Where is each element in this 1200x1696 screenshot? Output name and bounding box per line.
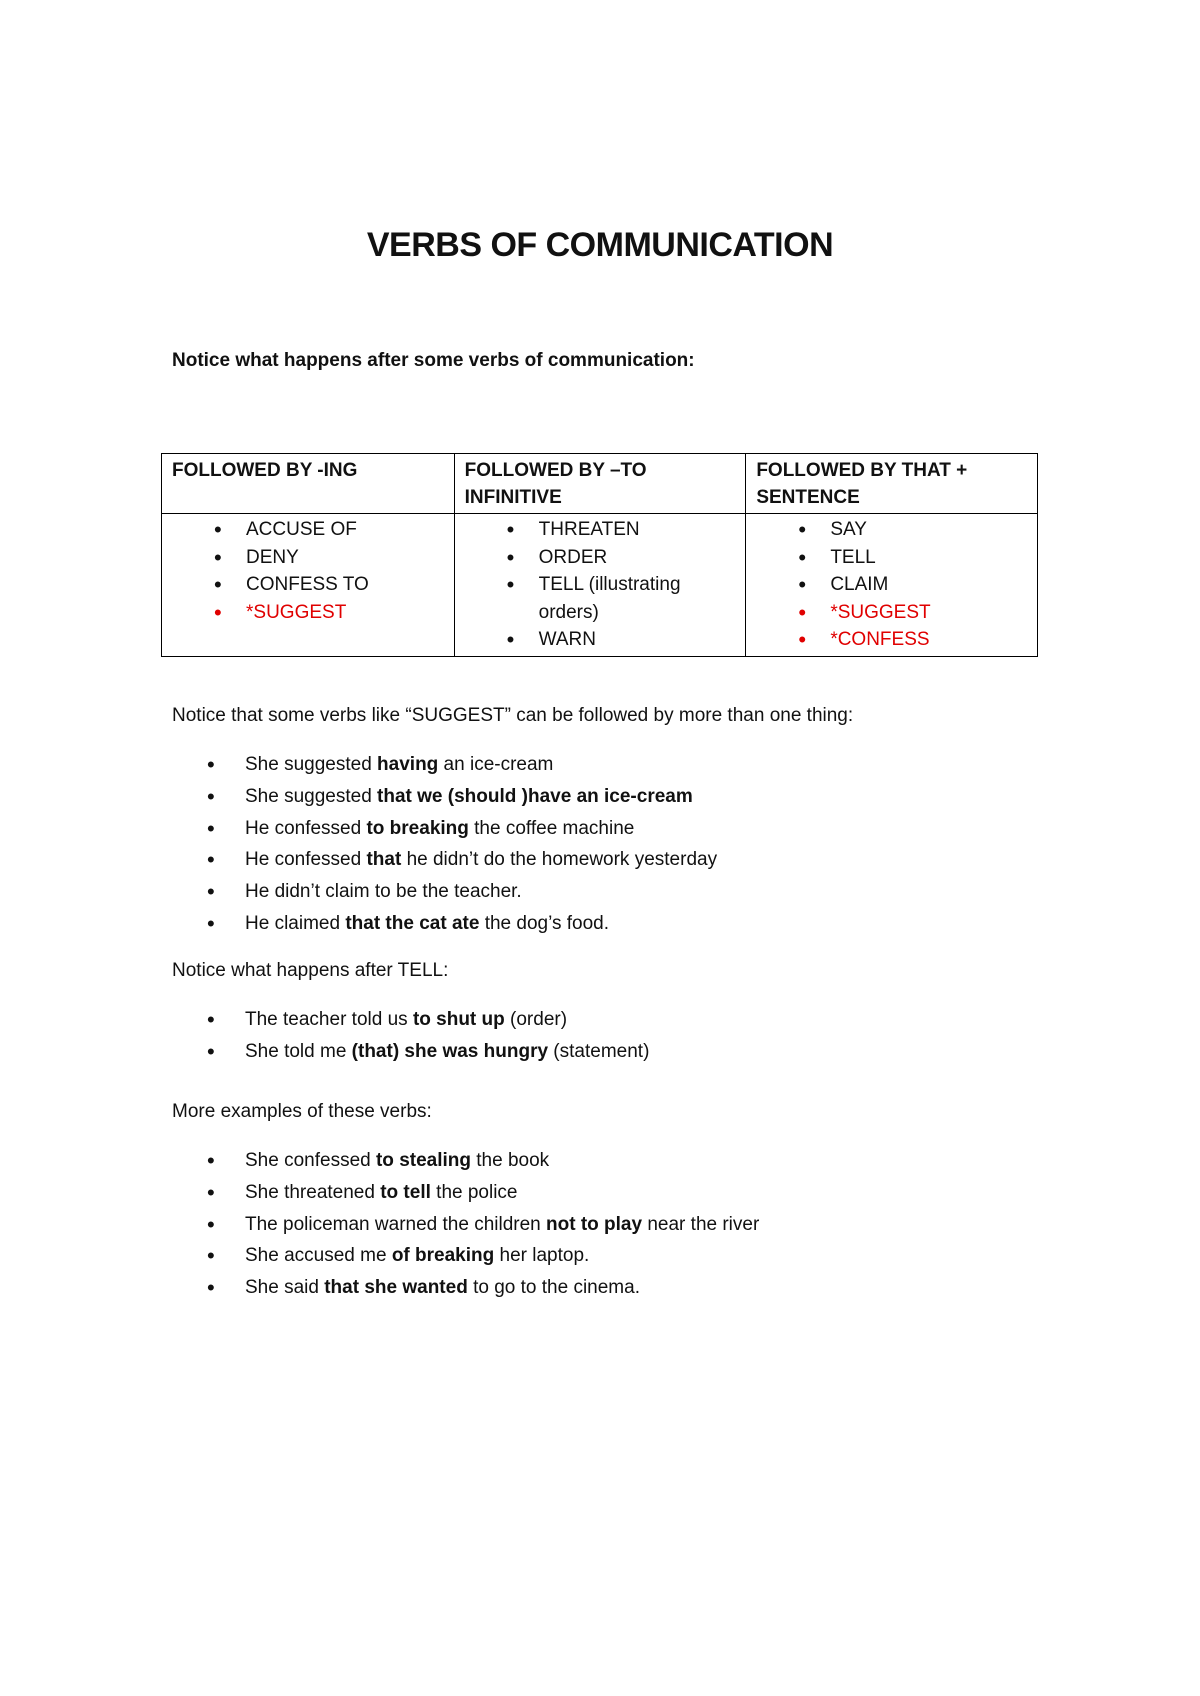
sentence-text: She told me	[245, 1040, 352, 1062]
verb-list-item: • *CONFESS	[746, 626, 1037, 654]
section-suggest-heading: Notice that some verbs like “SUGGEST” can be followed by more than one thing:	[172, 705, 854, 726]
example-sentence	[172, 781, 717, 813]
column-header-that-sentence: FOLLOWED BY THAT + SENTENCE	[746, 454, 1038, 514]
sentence-text: She confessed	[245, 1150, 376, 1171]
sentence-text: He confessed	[245, 817, 367, 839]
verb-list-ing	[162, 516, 454, 626]
sentence-text: to go to the cinema.	[467, 1277, 640, 1299]
sentence-text: She said	[245, 1277, 325, 1299]
verb-list-item: • TELL	[746, 544, 1037, 572]
sentence-text: the dog’s food.	[479, 912, 610, 934]
tell-examples-list	[172, 1004, 649, 1068]
example-sentence	[172, 876, 717, 908]
column-ing-cell	[162, 514, 455, 657]
sentence-text: He confessed	[245, 849, 367, 871]
example-sentence	[172, 1036, 649, 1068]
verb-list-item: • ORDER	[455, 544, 746, 572]
verb-list-item: • TELL (illustrating orders)	[455, 571, 746, 626]
sentence-text: her laptop.	[494, 1245, 590, 1267]
column-that-sentence-cell	[746, 514, 1038, 657]
example-sentence	[172, 1004, 649, 1036]
page-title: VERBS OF COMMUNICATION	[366, 226, 834, 264]
verb-list-that-sentence	[746, 516, 1037, 654]
suggest-examples-list	[172, 749, 717, 940]
column-to-infinitive-cell	[454, 514, 746, 657]
example-sentence	[172, 1272, 759, 1304]
example-sentence	[172, 749, 717, 781]
highlighted-phrase: not to play	[546, 1213, 643, 1235]
highlighted-phrase: that	[366, 849, 402, 871]
highlighted-phrase: that the cat ate	[345, 912, 480, 934]
verb-list-to-infinitive	[455, 516, 746, 654]
column-header-ing: FOLLOWED BY -ING	[162, 454, 455, 514]
sentence-text: the coffee machine	[468, 817, 635, 839]
sentence-text: The teacher told us	[245, 1009, 413, 1030]
more-examples-list	[172, 1145, 759, 1304]
verb-list-item: • SAY	[746, 516, 1037, 544]
highlighted-phrase: of breaking	[391, 1245, 495, 1267]
sentence-text: She accused me	[245, 1245, 392, 1267]
highlighted-phrase: to tell	[380, 1181, 431, 1203]
sentence-text: (statement)	[548, 1040, 650, 1062]
verb-list-item: • WARN	[455, 626, 746, 654]
highlighted-phrase: to breaking	[366, 817, 469, 839]
example-sentence	[172, 1209, 759, 1241]
column-header-to-infinitive: FOLLOWED BY –TO INFINITIVE	[454, 454, 746, 514]
verbs-table	[161, 453, 1038, 657]
highlighted-phrase: to shut up	[412, 1009, 505, 1030]
sentence-text: (order)	[504, 1009, 568, 1030]
sentence-text: the book	[471, 1150, 550, 1171]
sentence-text: the police	[430, 1181, 518, 1203]
example-sentence	[172, 1145, 759, 1177]
section-tell-heading: Notice what happens after TELL:	[172, 960, 449, 981]
sentence-text: She threatened	[245, 1181, 381, 1203]
example-sentence	[172, 844, 717, 876]
highlighted-phrase: that she wanted	[324, 1277, 468, 1299]
sentence-text: She suggested	[245, 785, 378, 807]
highlighted-phrase: having	[377, 754, 439, 775]
sentence-text: He didn’t claim to be the teacher.	[245, 881, 522, 903]
verb-list-item: • CONFESS TO	[162, 571, 454, 599]
sentence-text: he didn’t do the homework yesterday	[401, 849, 718, 871]
example-sentence	[172, 908, 717, 940]
verb-list-item: • THREATEN	[455, 516, 746, 544]
verb-list-item: • *SUGGEST	[746, 599, 1037, 627]
sentence-text: an ice-cream	[438, 754, 554, 775]
intro-text: Notice what happens after some verbs of communication:	[172, 350, 695, 371]
verb-list-item: • *SUGGEST	[162, 599, 454, 627]
example-sentence	[172, 1177, 759, 1209]
verb-list-item: • CLAIM	[746, 571, 1037, 599]
sentence-text: He claimed	[245, 912, 346, 934]
verb-list-item: • DENY	[162, 544, 454, 572]
highlighted-phrase: that we (should )have an ice-cream	[377, 785, 693, 807]
highlighted-phrase: (that) she was hungry	[351, 1040, 549, 1062]
example-sentence	[172, 813, 717, 845]
sentence-text: The policeman warned the children	[245, 1213, 547, 1235]
section-more-examples-heading: More examples of these verbs:	[172, 1101, 432, 1122]
sentence-text: She suggested	[245, 754, 378, 775]
verb-list-item: • ACCUSE OF	[162, 516, 454, 544]
example-sentence	[172, 1240, 759, 1272]
table-header-row	[162, 454, 1038, 514]
sentence-text: near the river	[642, 1213, 760, 1235]
table-body-row	[162, 514, 1038, 657]
highlighted-phrase: to stealing	[375, 1150, 471, 1171]
